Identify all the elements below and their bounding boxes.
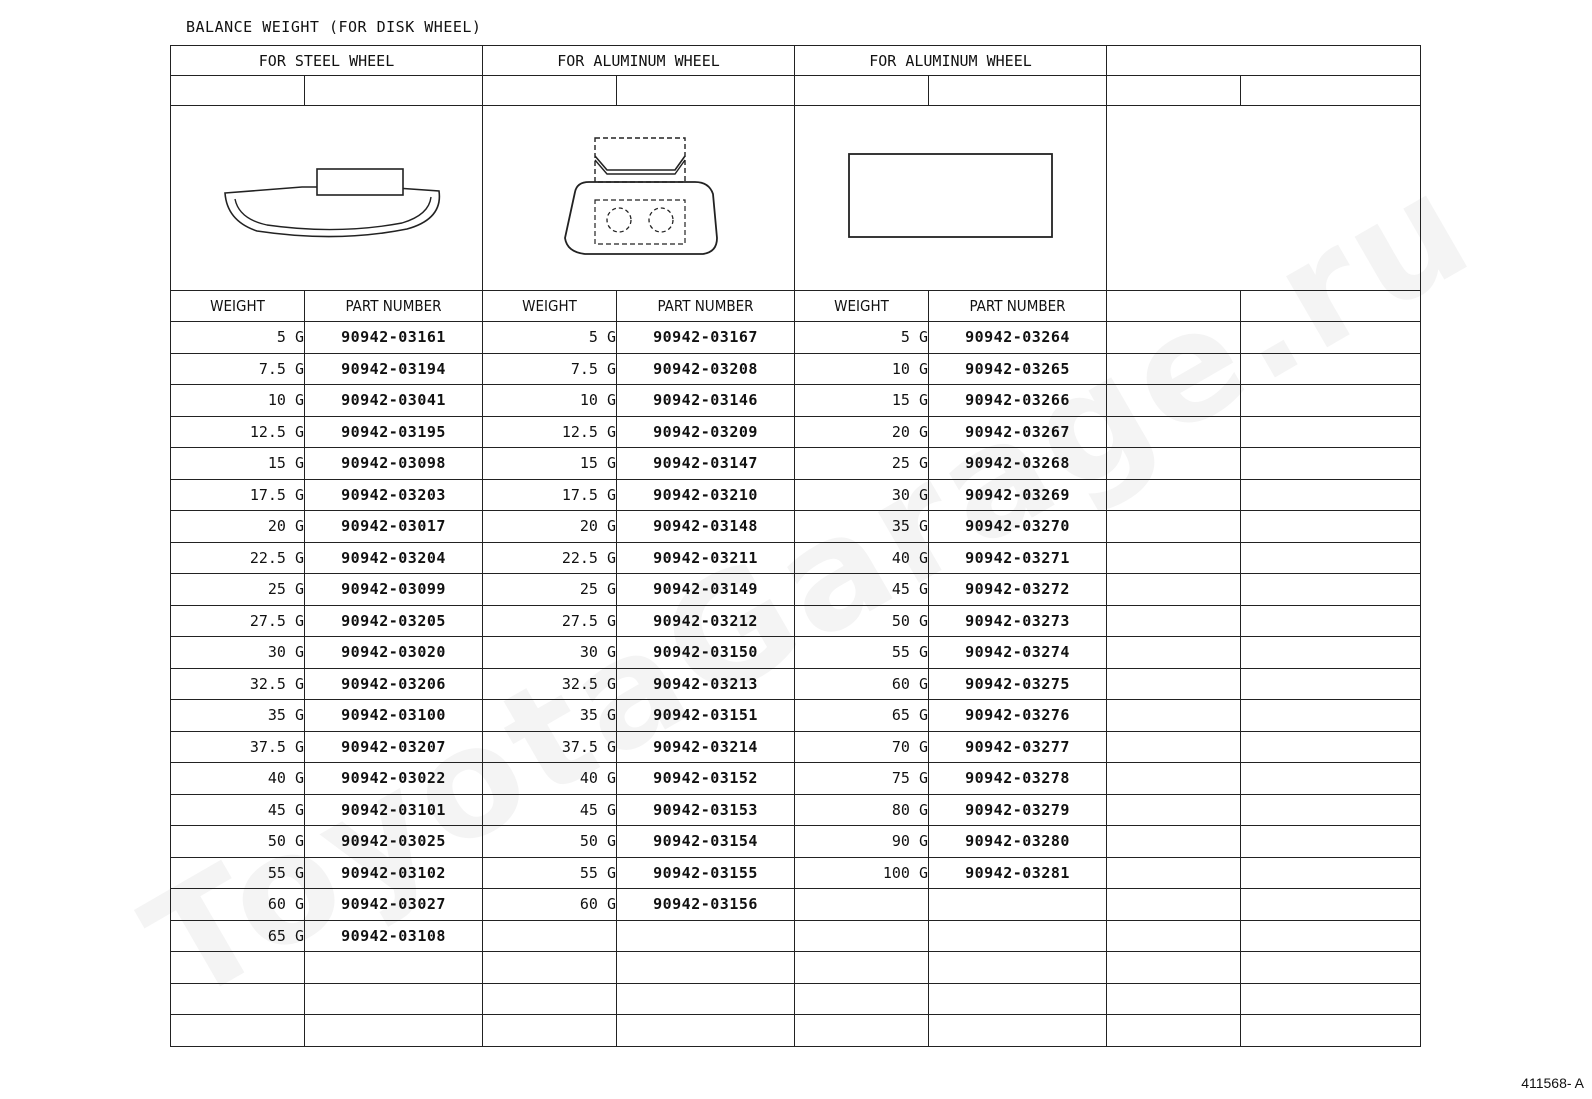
clip-on-weight-icon	[207, 141, 447, 251]
part-number-cell	[929, 952, 1107, 984]
table-row	[171, 763, 1421, 795]
blank-cell	[1241, 605, 1421, 637]
blank-cell	[1241, 322, 1421, 354]
weight-cell: 55 G	[483, 857, 617, 889]
weight-cell: 30 G	[483, 637, 617, 669]
blank-cell	[1107, 385, 1241, 417]
blank-cell	[1107, 1015, 1241, 1047]
part-number-cell: 90942-03278	[929, 763, 1107, 795]
column-header-row	[171, 291, 1421, 322]
part-number-cell: 90942-03195	[305, 416, 483, 448]
weight-cell: 60 G	[171, 889, 305, 921]
blank-cell	[1107, 857, 1241, 889]
weight-cell: 30 G	[795, 479, 929, 511]
part-number-cell	[929, 983, 1107, 1015]
weight-cell	[795, 889, 929, 921]
blank-cell	[1107, 605, 1241, 637]
blank-cell	[795, 76, 929, 106]
weight-cell	[483, 983, 617, 1015]
table-row	[171, 637, 1421, 669]
illustration-cell	[483, 106, 795, 291]
group-header	[1107, 46, 1421, 76]
weight-cell: 40 G	[795, 542, 929, 574]
table-row	[171, 448, 1421, 480]
part-number-header: PART NUMBER	[929, 291, 1107, 322]
part-number-cell: 90942-03027	[305, 889, 483, 921]
weight-cell: 25 G	[483, 574, 617, 606]
weight-cell: 45 G	[171, 794, 305, 826]
part-number-cell: 90942-03270	[929, 511, 1107, 543]
group-header: FOR ALUMINUM WHEEL	[483, 46, 795, 76]
blank-cell	[1241, 700, 1421, 732]
weight-cell: 50 G	[171, 826, 305, 858]
weight-cell: 32.5 G	[483, 668, 617, 700]
table-row	[171, 920, 1421, 952]
weight-cell: 40 G	[171, 763, 305, 795]
blank-cell	[1241, 857, 1421, 889]
weight-cell	[795, 952, 929, 984]
weight-cell: 45 G	[795, 574, 929, 606]
part-number-cell: 90942-03148	[617, 511, 795, 543]
part-number-cell: 90942-03153	[617, 794, 795, 826]
group-header: FOR ALUMINUM WHEEL	[795, 46, 1107, 76]
table-row	[171, 826, 1421, 858]
part-number-cell: 90942-03279	[929, 794, 1107, 826]
blank-cell	[1107, 542, 1241, 574]
blank-cell	[1241, 511, 1421, 543]
part-number-cell: 90942-03154	[617, 826, 795, 858]
part-number-cell	[929, 889, 1107, 921]
aluminum-clip-weight-icon	[549, 126, 729, 266]
weight-cell	[483, 1015, 617, 1047]
group-header: FOR STEEL WHEEL	[171, 46, 483, 76]
table-body	[171, 322, 1421, 1047]
table-row	[171, 731, 1421, 763]
weight-cell: 22.5 G	[171, 542, 305, 574]
blank-cell	[1107, 448, 1241, 480]
weight-cell: 40 G	[483, 763, 617, 795]
part-number-cell: 90942-03205	[305, 605, 483, 637]
weight-cell	[171, 952, 305, 984]
part-number-cell: 90942-03212	[617, 605, 795, 637]
part-number-cell: 90942-03101	[305, 794, 483, 826]
adhesive-weight-icon	[841, 146, 1061, 246]
blank-cell	[1241, 889, 1421, 921]
blank-cell	[1107, 574, 1241, 606]
weight-cell: 35 G	[171, 700, 305, 732]
blank-cell	[1107, 889, 1241, 921]
part-number-cell: 90942-03271	[929, 542, 1107, 574]
weight-cell: 37.5 G	[483, 731, 617, 763]
table-row	[171, 857, 1421, 889]
weight-cell: 12.5 G	[483, 416, 617, 448]
part-number-cell: 90942-03102	[305, 857, 483, 889]
part-number-cell: 90942-03277	[929, 731, 1107, 763]
part-number-cell: 90942-03155	[617, 857, 795, 889]
part-number-cell	[617, 1015, 795, 1047]
blank-cell	[1241, 385, 1421, 417]
blank-cell	[1107, 826, 1241, 858]
weight-cell: 5 G	[483, 322, 617, 354]
table-row	[171, 983, 1421, 1015]
blank-cell	[1241, 731, 1421, 763]
illustration-cell	[1107, 106, 1421, 291]
weight-cell: 55 G	[171, 857, 305, 889]
weight-cell: 30 G	[171, 637, 305, 669]
part-number-cell	[305, 983, 483, 1015]
weight-cell: 45 G	[483, 794, 617, 826]
blank-cell	[1241, 826, 1421, 858]
page-title: BALANCE WEIGHT (FOR DISK WHEEL)	[186, 18, 482, 36]
illustration-cell	[171, 106, 483, 291]
weight-cell	[795, 983, 929, 1015]
weight-cell	[171, 1015, 305, 1047]
part-number-cell: 90942-03203	[305, 479, 483, 511]
table-row	[171, 1015, 1421, 1047]
weight-header: WEIGHT	[795, 291, 929, 322]
table-row	[171, 385, 1421, 417]
weight-cell: 65 G	[171, 920, 305, 952]
blank-cell	[1107, 291, 1241, 322]
table-row	[171, 511, 1421, 543]
blank-cell	[1107, 952, 1241, 984]
part-number-cell: 90942-03206	[305, 668, 483, 700]
part-number-cell: 90942-03099	[305, 574, 483, 606]
blank-cell	[1107, 479, 1241, 511]
part-number-cell	[617, 920, 795, 952]
part-number-cell	[617, 952, 795, 984]
weight-cell: 7.5 G	[171, 353, 305, 385]
weight-cell: 27.5 G	[171, 605, 305, 637]
part-number-cell: 90942-03161	[305, 322, 483, 354]
weight-cell: 65 G	[795, 700, 929, 732]
weight-cell: 15 G	[795, 385, 929, 417]
part-number-cell: 90942-03017	[305, 511, 483, 543]
part-number-cell: 90942-03025	[305, 826, 483, 858]
blank-cell	[1107, 763, 1241, 795]
table-row	[171, 952, 1421, 984]
part-number-cell: 90942-03267	[929, 416, 1107, 448]
illustration-row	[171, 106, 1421, 291]
part-number-cell: 90942-03167	[617, 322, 795, 354]
part-number-header: PART NUMBER	[305, 291, 483, 322]
blank-cell	[1107, 76, 1241, 106]
part-number-cell: 90942-03214	[617, 731, 795, 763]
weight-cell: 55 G	[795, 637, 929, 669]
part-number-cell: 90942-03213	[617, 668, 795, 700]
blank-cell	[1107, 731, 1241, 763]
blank-cell	[1241, 763, 1421, 795]
table-row	[171, 416, 1421, 448]
part-number-cell: 90942-03146	[617, 385, 795, 417]
part-number-cell: 90942-03266	[929, 385, 1107, 417]
blank-cell	[171, 76, 305, 106]
part-number-cell: 90942-03276	[929, 700, 1107, 732]
weight-cell: 17.5 G	[171, 479, 305, 511]
part-number-cell: 90942-03098	[305, 448, 483, 480]
blank-cell	[1107, 794, 1241, 826]
weight-header: WEIGHT	[171, 291, 305, 322]
part-number-cell: 90942-03149	[617, 574, 795, 606]
blank-cell	[1241, 574, 1421, 606]
weight-cell: 15 G	[171, 448, 305, 480]
weight-cell: 20 G	[171, 511, 305, 543]
part-number-cell: 90942-03207	[305, 731, 483, 763]
blank-cell	[1241, 76, 1421, 106]
balance-weight-table	[170, 45, 1421, 1047]
weight-cell: 25 G	[795, 448, 929, 480]
weight-cell: 17.5 G	[483, 479, 617, 511]
part-number-cell: 90942-03152	[617, 763, 795, 795]
weight-cell: 90 G	[795, 826, 929, 858]
table-row	[171, 322, 1421, 354]
blank-cell	[1107, 353, 1241, 385]
weight-cell: 5 G	[795, 322, 929, 354]
blank-cell	[483, 76, 617, 106]
weight-cell: 12.5 G	[171, 416, 305, 448]
part-number-cell: 90942-03156	[617, 889, 795, 921]
weight-header: WEIGHT	[483, 291, 617, 322]
weight-cell	[795, 1015, 929, 1047]
weight-cell: 32.5 G	[171, 668, 305, 700]
weight-cell: 75 G	[795, 763, 929, 795]
weight-cell: 10 G	[171, 385, 305, 417]
blank-cell	[1241, 416, 1421, 448]
blank-cell	[1107, 668, 1241, 700]
table-row	[171, 479, 1421, 511]
part-number-cell: 90942-03265	[929, 353, 1107, 385]
blank-cell	[1241, 479, 1421, 511]
weight-cell: 10 G	[483, 385, 617, 417]
weight-cell: 70 G	[795, 731, 929, 763]
table-row	[171, 542, 1421, 574]
part-number-cell	[929, 1015, 1107, 1047]
blank-cell	[1241, 542, 1421, 574]
blank-cell	[1107, 637, 1241, 669]
weight-cell: 22.5 G	[483, 542, 617, 574]
part-number-cell: 90942-03281	[929, 857, 1107, 889]
weight-cell: 100 G	[795, 857, 929, 889]
blank-cell	[1107, 322, 1241, 354]
part-number-cell: 90942-03280	[929, 826, 1107, 858]
part-number-cell: 90942-03272	[929, 574, 1107, 606]
table-row	[171, 353, 1421, 385]
part-number-cell: 90942-03100	[305, 700, 483, 732]
table-row	[171, 794, 1421, 826]
blank-cell	[1107, 700, 1241, 732]
part-number-cell: 90942-03268	[929, 448, 1107, 480]
part-number-cell	[617, 983, 795, 1015]
part-number-cell: 90942-03273	[929, 605, 1107, 637]
table-row	[171, 574, 1421, 606]
weight-cell: 25 G	[171, 574, 305, 606]
part-number-header: PART NUMBER	[617, 291, 795, 322]
blank-cell	[1241, 1015, 1421, 1047]
blank-cell	[1241, 983, 1421, 1015]
weight-cell: 20 G	[795, 416, 929, 448]
part-number-cell: 90942-03269	[929, 479, 1107, 511]
weight-cell: 35 G	[795, 511, 929, 543]
weight-cell	[171, 983, 305, 1015]
part-number-cell: 90942-03204	[305, 542, 483, 574]
blank-cell	[1241, 794, 1421, 826]
blank-cell	[929, 76, 1107, 106]
blank-cell	[1107, 511, 1241, 543]
blank-cell	[1241, 353, 1421, 385]
table-row	[171, 700, 1421, 732]
part-number-cell: 90942-03208	[617, 353, 795, 385]
weight-cell: 35 G	[483, 700, 617, 732]
part-number-cell	[929, 920, 1107, 952]
weight-cell: 60 G	[795, 668, 929, 700]
table-row	[171, 889, 1421, 921]
table-row	[171, 605, 1421, 637]
blank-cell	[1241, 637, 1421, 669]
blank-cell	[1107, 920, 1241, 952]
group-header-row	[171, 46, 1421, 76]
weight-cell: 20 G	[483, 511, 617, 543]
blank-cell	[1241, 952, 1421, 984]
part-number-cell: 90942-03151	[617, 700, 795, 732]
part-number-cell: 90942-03275	[929, 668, 1107, 700]
blank-cell	[1107, 983, 1241, 1015]
weight-cell	[483, 920, 617, 952]
part-number-cell: 90942-03041	[305, 385, 483, 417]
weight-cell: 80 G	[795, 794, 929, 826]
weight-cell: 15 G	[483, 448, 617, 480]
part-number-cell	[305, 1015, 483, 1047]
part-number-cell	[305, 952, 483, 984]
table-row	[171, 668, 1421, 700]
part-number-cell: 90942-03194	[305, 353, 483, 385]
blank-cell	[305, 76, 483, 106]
blank-cell	[1241, 668, 1421, 700]
part-number-cell: 90942-03211	[617, 542, 795, 574]
illustration-cell	[795, 106, 1107, 291]
blank-cell	[1241, 291, 1421, 322]
part-number-cell: 90942-03210	[617, 479, 795, 511]
part-number-cell: 90942-03274	[929, 637, 1107, 669]
part-number-cell: 90942-03108	[305, 920, 483, 952]
weight-cell	[795, 920, 929, 952]
blank-cell	[1241, 448, 1421, 480]
part-number-cell: 90942-03150	[617, 637, 795, 669]
blank-sub-row	[171, 76, 1421, 106]
part-number-cell: 90942-03147	[617, 448, 795, 480]
weight-cell: 5 G	[171, 322, 305, 354]
blank-cell	[617, 76, 795, 106]
weight-cell: 27.5 G	[483, 605, 617, 637]
part-number-cell: 90942-03020	[305, 637, 483, 669]
blank-cell	[1107, 416, 1241, 448]
figure-id: 411568- A	[1521, 1075, 1584, 1091]
weight-cell: 10 G	[795, 353, 929, 385]
weight-cell	[483, 952, 617, 984]
part-number-cell: 90942-03209	[617, 416, 795, 448]
blank-cell	[1241, 920, 1421, 952]
weight-cell: 50 G	[483, 826, 617, 858]
weight-cell: 7.5 G	[483, 353, 617, 385]
weight-cell: 60 G	[483, 889, 617, 921]
part-number-cell: 90942-03264	[929, 322, 1107, 354]
weight-cell: 37.5 G	[171, 731, 305, 763]
part-number-cell: 90942-03022	[305, 763, 483, 795]
weight-cell: 50 G	[795, 605, 929, 637]
